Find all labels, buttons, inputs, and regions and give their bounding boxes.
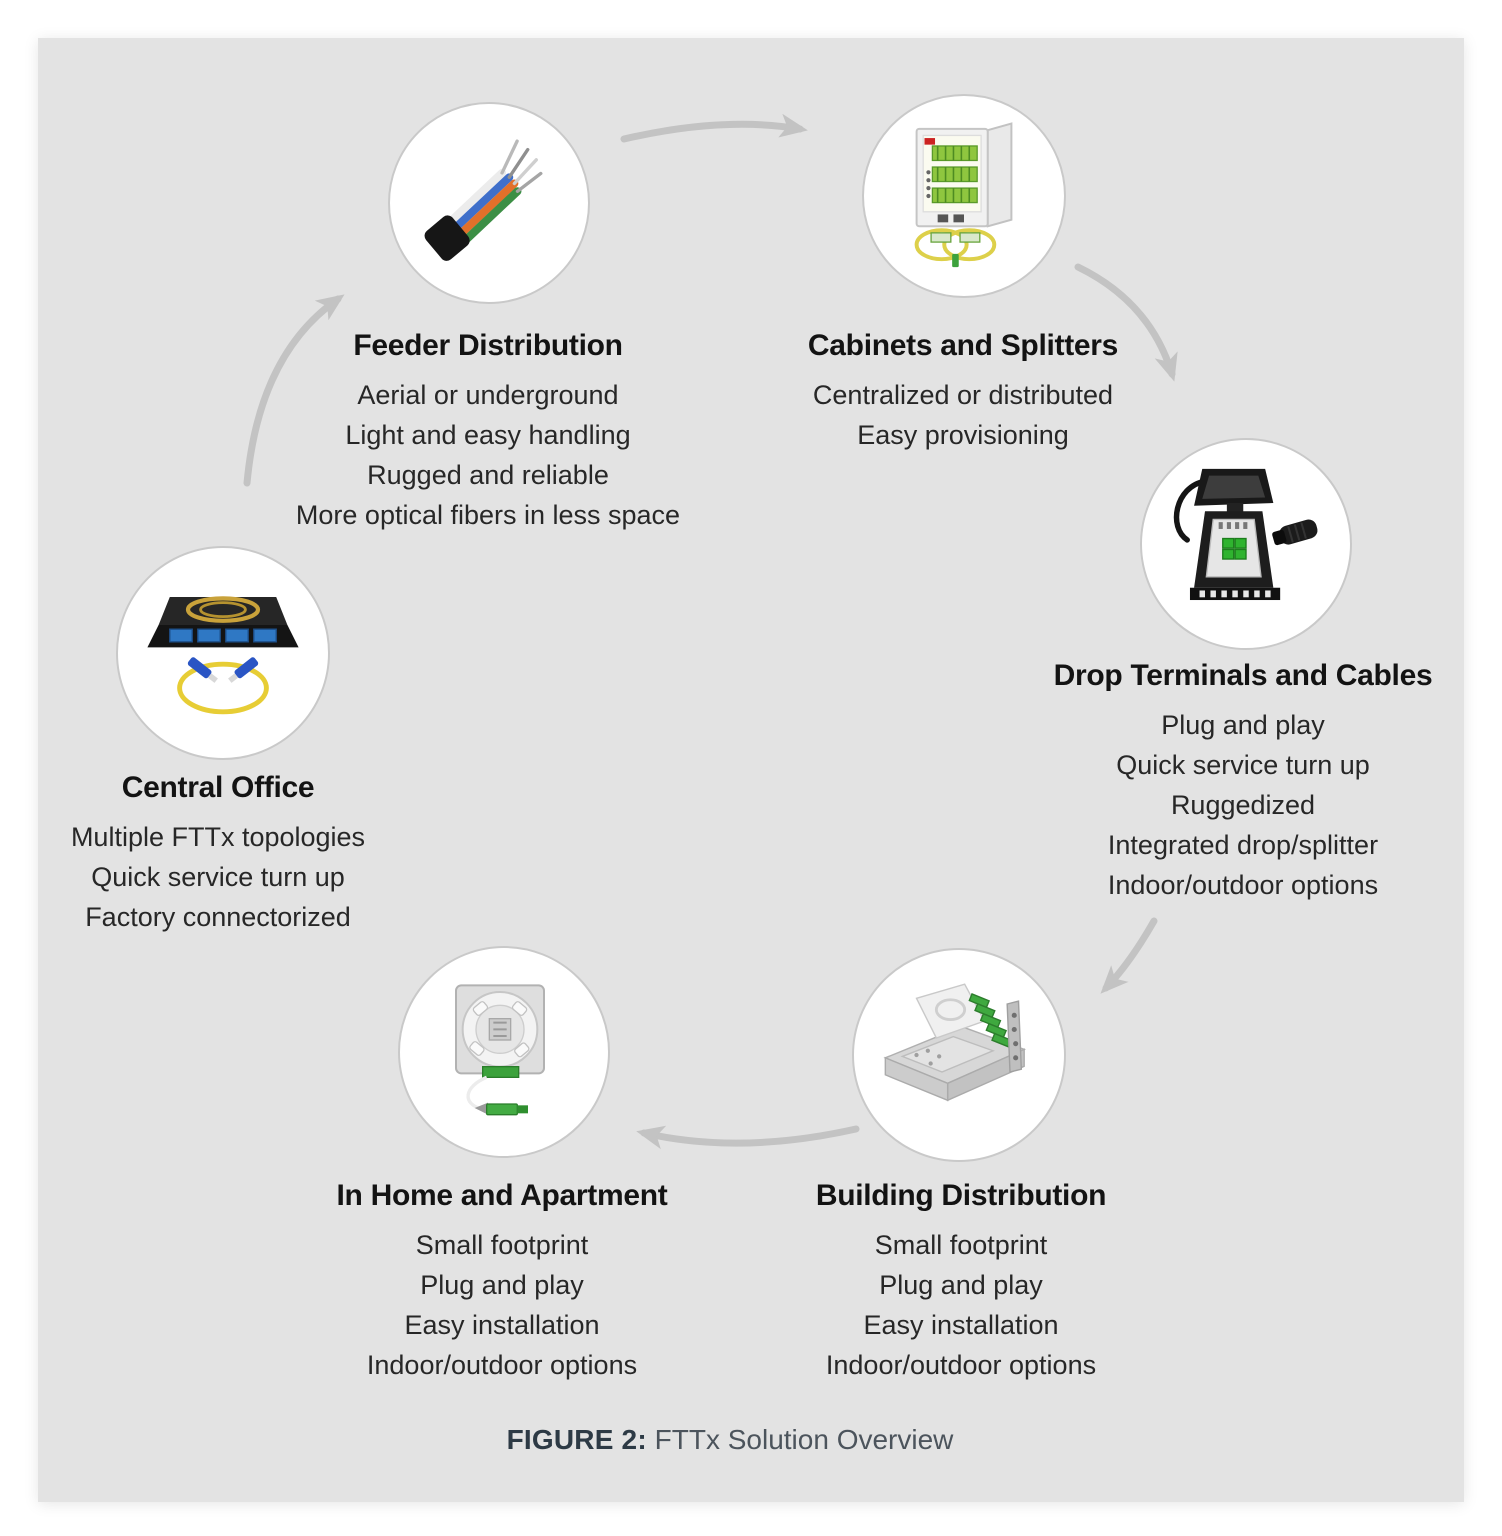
node-feature: Quick service turn up [1116,750,1370,780]
node-feature: Quick service turn up [91,862,345,892]
feeder-distribution-text [238,328,738,535]
drop-terminal-image [1164,462,1328,626]
node-feature: Plug and play [1161,710,1325,740]
node-title: Feeder Distribution [353,329,623,362]
node-feature: Small footprint [874,1230,1048,1260]
figure-caption-label: FIGURE 2: [506,1424,647,1455]
in-home-circle [398,946,610,1158]
node-title: Drop Terminals and Cables [1053,659,1433,692]
node-feature: Easy installation [863,1310,1059,1340]
cabinets-and-splitters-text [733,328,1193,455]
node-feature: Centralized or distributed [812,380,1114,410]
node-feature: More optical fibers in less space [295,500,681,530]
node-feature: Easy installation [404,1310,600,1340]
node-feature: Integrated drop/splitter [1107,830,1379,860]
central-office-circle [116,546,330,760]
in-home-text [272,1178,732,1385]
patch-panel-image [139,569,307,737]
node-title: Cabinets and Splitters [807,329,1119,362]
fiber-optic-cable-image [409,123,569,283]
central-office-text [8,770,428,937]
node-feature: Plug and play [879,1270,1043,1300]
node-title: Central Office [121,771,315,804]
splitter-cabinet-image [885,117,1043,275]
node-feature: Plug and play [420,1270,584,1300]
cabinets-and-splitters-circle [862,94,1066,298]
feeder-distribution-circle [388,102,590,304]
figure-caption [430,1424,1030,1456]
drop-terminals-text [1008,658,1478,905]
figure-caption-text: FTTx Solution Overview [654,1424,954,1455]
wall-outlet-image [424,972,584,1132]
node-feature: Aerial or underground [357,380,619,410]
node-feature: Small footprint [415,1230,589,1260]
node-title: Building Distribution [815,1179,1107,1212]
building-distribution-text [731,1178,1191,1385]
node-feature: Indoor/outdoor options [825,1350,1097,1380]
node-feature: Factory connectorized [85,902,351,932]
node-feature: Light and easy handling [345,420,631,450]
building-distribution-box-image [874,970,1044,1140]
drop-terminals-circle [1140,438,1352,650]
building-distribution-circle [852,948,1066,1162]
node-feature: Rugged and reliable [367,460,609,490]
node-title: In Home and Apartment [336,1179,668,1212]
node-feature: Multiple FTTx topologies [70,822,366,852]
node-feature: Ruggedized [1170,790,1316,820]
node-feature: Indoor/outdoor options [366,1350,638,1380]
node-feature: Easy provisioning [857,420,1069,450]
node-feature: Indoor/outdoor options [1107,870,1379,900]
